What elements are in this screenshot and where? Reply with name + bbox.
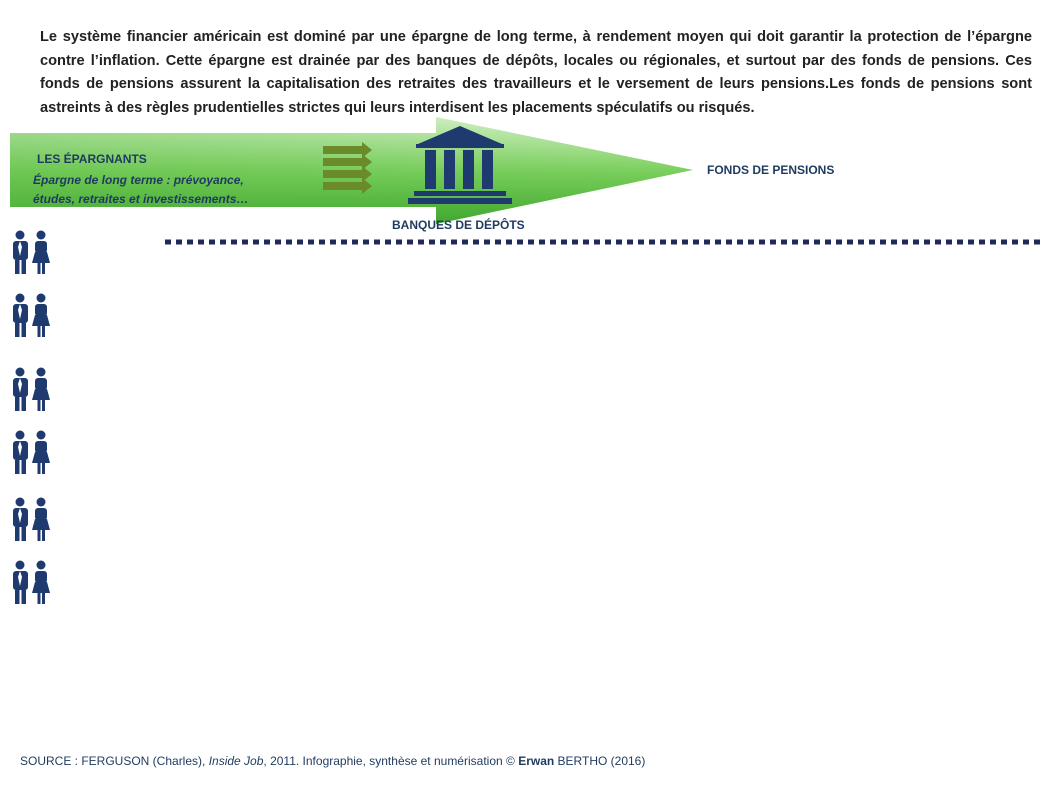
couple-icon — [11, 367, 53, 411]
intro-paragraph: Le système financier américain est dominé par une épargne de long terme, à rendement moyen qui doit garantir la protection de l’épargne contre l’inflation. Cette épargne est drainée par des banques de dépôts, locales ou régionales, et surtout par des fonds de pensions. Ces fonds de pensions assurent la capitalisation des retraites des travailleurs et le versement de leurs pensions.Les fonds de pensions sont astreints à des règles prudentielles strictes qui leurs interdisent les placements spéculatifs ou risqués. — [40, 29, 1032, 116]
couple-icon — [11, 560, 53, 604]
source-author-first: Erwan — [518, 754, 555, 768]
couple-icon — [11, 430, 53, 474]
couple-icon — [11, 497, 53, 541]
source-credit — [20, 754, 645, 768]
savers-title: LES ÉPARGNANTS — [37, 152, 147, 166]
source-middle: , 2011. Infographie, synthèse et numérisation © — [263, 754, 519, 768]
banks-label: BANQUES DE DÉPÔTS — [392, 218, 525, 232]
source-author-rest: BERTHO (2016) — [554, 754, 646, 768]
funds-label: FONDS DE PENSIONS — [707, 163, 835, 177]
savers-description: Épargne de long terme : prévoyance, études, retraites et investissements… — [33, 173, 249, 206]
source-prefix: SOURCE : FERGUSON (Charles), — [20, 754, 209, 768]
couple-icon — [11, 230, 53, 274]
couple-icon — [11, 293, 53, 337]
source-film-title: Inside Job — [208, 754, 264, 768]
